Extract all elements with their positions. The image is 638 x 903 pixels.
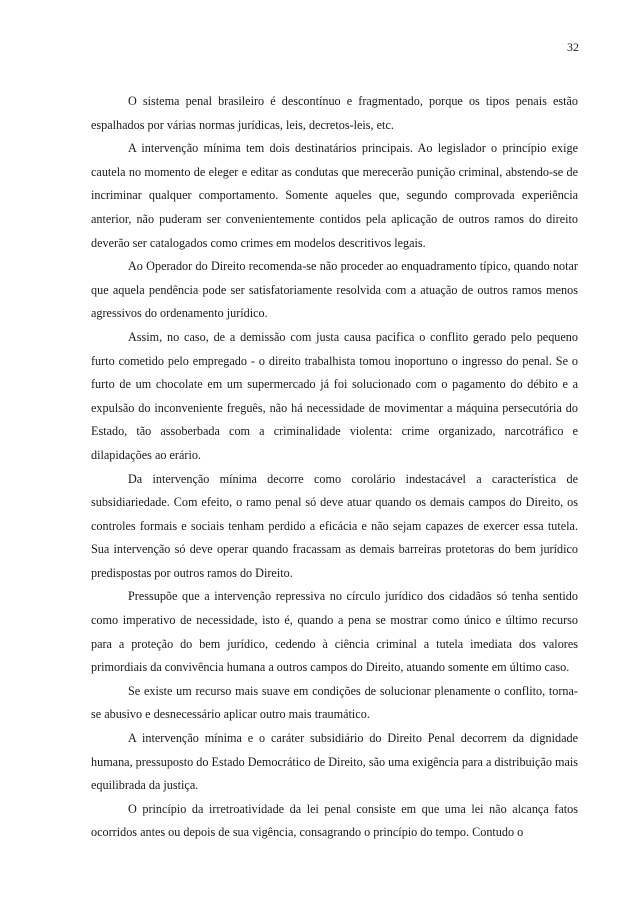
paragraph: Ao Operador do Direito recomenda-se não proceder ao enquadramento típico, quando notar que aquela pendência pode ser satisfatoriamente resolvida com a atuação de outros ramos menos agressivos do ordenamento jurídico. bbox=[91, 259, 578, 321]
paragraph: O princípio da irretroatividade da lei penal consiste em que uma lei não alcança fatos ocorridos antes ou depois de sua vigência, consagrando o princípio do tempo. Contudo o bbox=[91, 801, 578, 840]
page-number: 32 bbox=[567, 40, 579, 54]
paragraph: Assim, no caso, de a demissão com justa causa pacifica o conflito gerado pelo pequeno furto cometido pelo empregado - o direito trabalhista tomou inoportuno o ingresso do penal. Se o furto de um chocolate em um supermercado já foi solucionado com o pagamento do débito e a expulsão do inconveniente freguês, não há necessidade de movimentar a máquina persecutória do Estado, tão assoberbada com a criminalidade violenta: crime organizado, narcotráfico e dilapidações ao erário. bbox=[91, 329, 578, 462]
paragraph: Da intervenção mínima decorre como corolário indestacável a característica de subsidiariedade. Com efeito, o ramo penal só deve atuar quando os demais campos do Direito, os controles formais e sociais tenham perdido a eficácia e não sejam capazes de exercer essa tutela. Sua intervenção só deve operar quando fracassam as demais barreiras protetoras do bem jurídico predispostas por outros ramos do Direito. bbox=[91, 471, 578, 580]
paragraph: Se existe um recurso mais suave em condições de solucionar plenamente o conflito, torna-se abusivo e desnecessário aplicar outro mais traumático. bbox=[91, 683, 578, 722]
body-text bbox=[91, 90, 578, 845]
paragraph: A intervenção mínima e o caráter subsidiário do Direito Penal decorrem da dignidade humana, pressuposto do Estado Democrático de Direito, são uma exigência para a distribuição mais equilibrada da justiça. bbox=[91, 731, 579, 793]
paragraph: Pressupõe que a intervenção repressiva no círculo jurídico dos cidadãos só tenha sentido como imperativo de necessidade, isto é, quando a pena se mostrar como único e último recurso para a proteção do bem jurídico, cedendo à ciência criminal a tutela imediata dos valores primordiais da convivência humana a outros campos do Direito, atuando somente em último caso. bbox=[91, 589, 578, 675]
paragraph: A intervenção mínima tem dois destinatários principais. Ao legislador o princípio exige cautela no momento de eleger e editar as condutas que merecerão punição criminal, abstendo-se de incriminar qualquer comportamento. Somente aqueles que, segundo comprovada experiência anterior, não puderam ser convenientemente contidos pela aplicação de outros ramos do direito deverão ser catalogados como crimes em modelos descritivos legais. bbox=[91, 141, 578, 250]
paragraph: O sistema penal brasileiro é descontínuo e fragmentado, porque os tipos penais estão espalhados por várias normas jurídicas, leis, decretos-leis, etc. bbox=[91, 94, 578, 132]
